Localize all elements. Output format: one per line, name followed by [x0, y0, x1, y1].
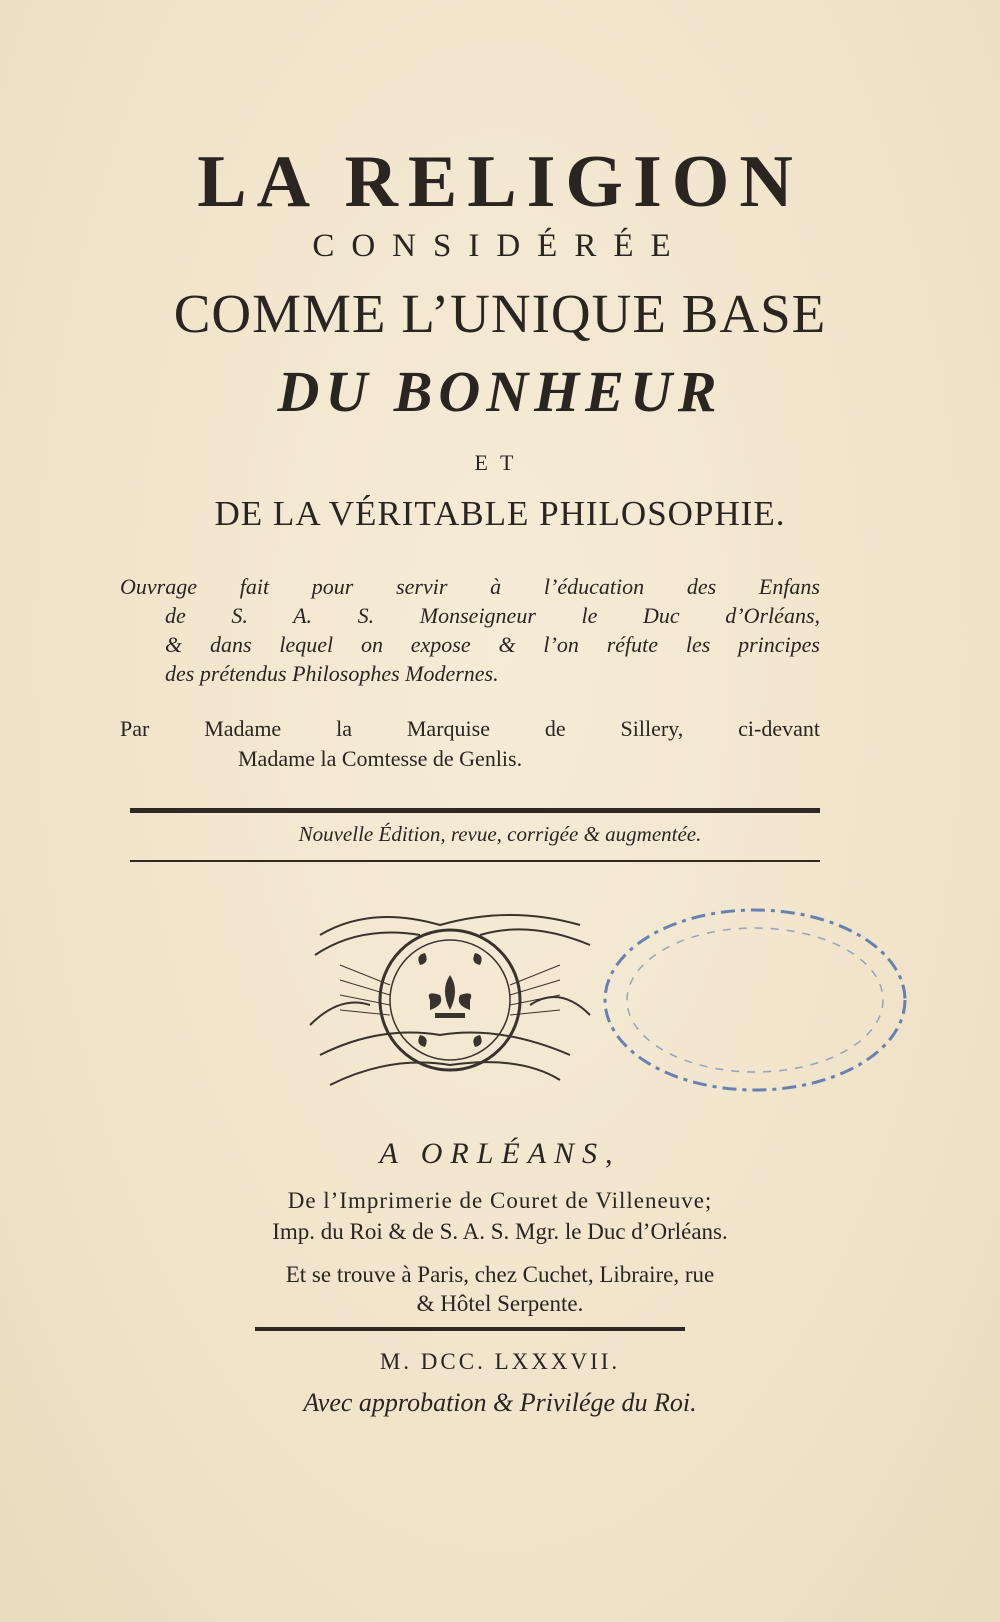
double-rule-top: [130, 808, 820, 813]
edition-statement: Nouvelle Édition, revue, corrigée & augmentée.: [298, 822, 702, 846]
author-statement: [120, 714, 820, 774]
printer-line-2: Imp. du Roi & de S. A. S. Mgr. le Duc d’Orléans.: [272, 1219, 728, 1244]
library-stamp-icon: [590, 895, 920, 1110]
description-line-2: de S. A. S. Monseigneur le Duc d’Orléans,: [165, 603, 820, 628]
title-line-5: ET: [474, 450, 526, 475]
author-line-2: Madame la Comtesse de Genlis.: [238, 746, 523, 771]
fleur-de-lis-vignette-icon: [300, 905, 600, 1110]
title-line-3: COMME L’UNIQUE BASE: [173, 283, 827, 344]
title-line-2: CONSIDÉRÉE: [312, 228, 688, 264]
imprint-rule: [255, 1327, 685, 1331]
author-line-1: Par Madame la Marquise de Sillery, ci-devant: [120, 716, 820, 741]
seller-line-1: Et se trouve à Paris, chez Cuchet, Libraire, rue: [285, 1262, 715, 1287]
description-line-3: & dans lequel on expose & l’on réfute les principes: [165, 632, 820, 657]
double-rule-bottom: [130, 860, 820, 862]
description-line-1: Ouvrage fait pour servir à l’éducation des Enfans: [120, 574, 820, 599]
title-line-6: DE LA VÉRITABLE PHILOSOPHIE.: [214, 494, 786, 533]
seller-line-2: & Hôtel Serpente.: [416, 1291, 584, 1316]
description-line-4: des prétendus Philosophes Modernes.: [165, 661, 499, 686]
work-description: [120, 572, 820, 688]
printer-line-1: De l’Imprimerie de Couret de Villeneuve;: [287, 1188, 713, 1213]
publication-date: M. DCC. LXXXVII.: [379, 1349, 621, 1374]
place-of-publication: A ORLÉANS,: [379, 1137, 621, 1170]
title-line-1: LA RELIGION: [197, 141, 803, 223]
approbation-line: Avec approbation & Privilége du Roi.: [303, 1388, 697, 1417]
title-line-4: DU BONHEUR: [277, 359, 723, 424]
